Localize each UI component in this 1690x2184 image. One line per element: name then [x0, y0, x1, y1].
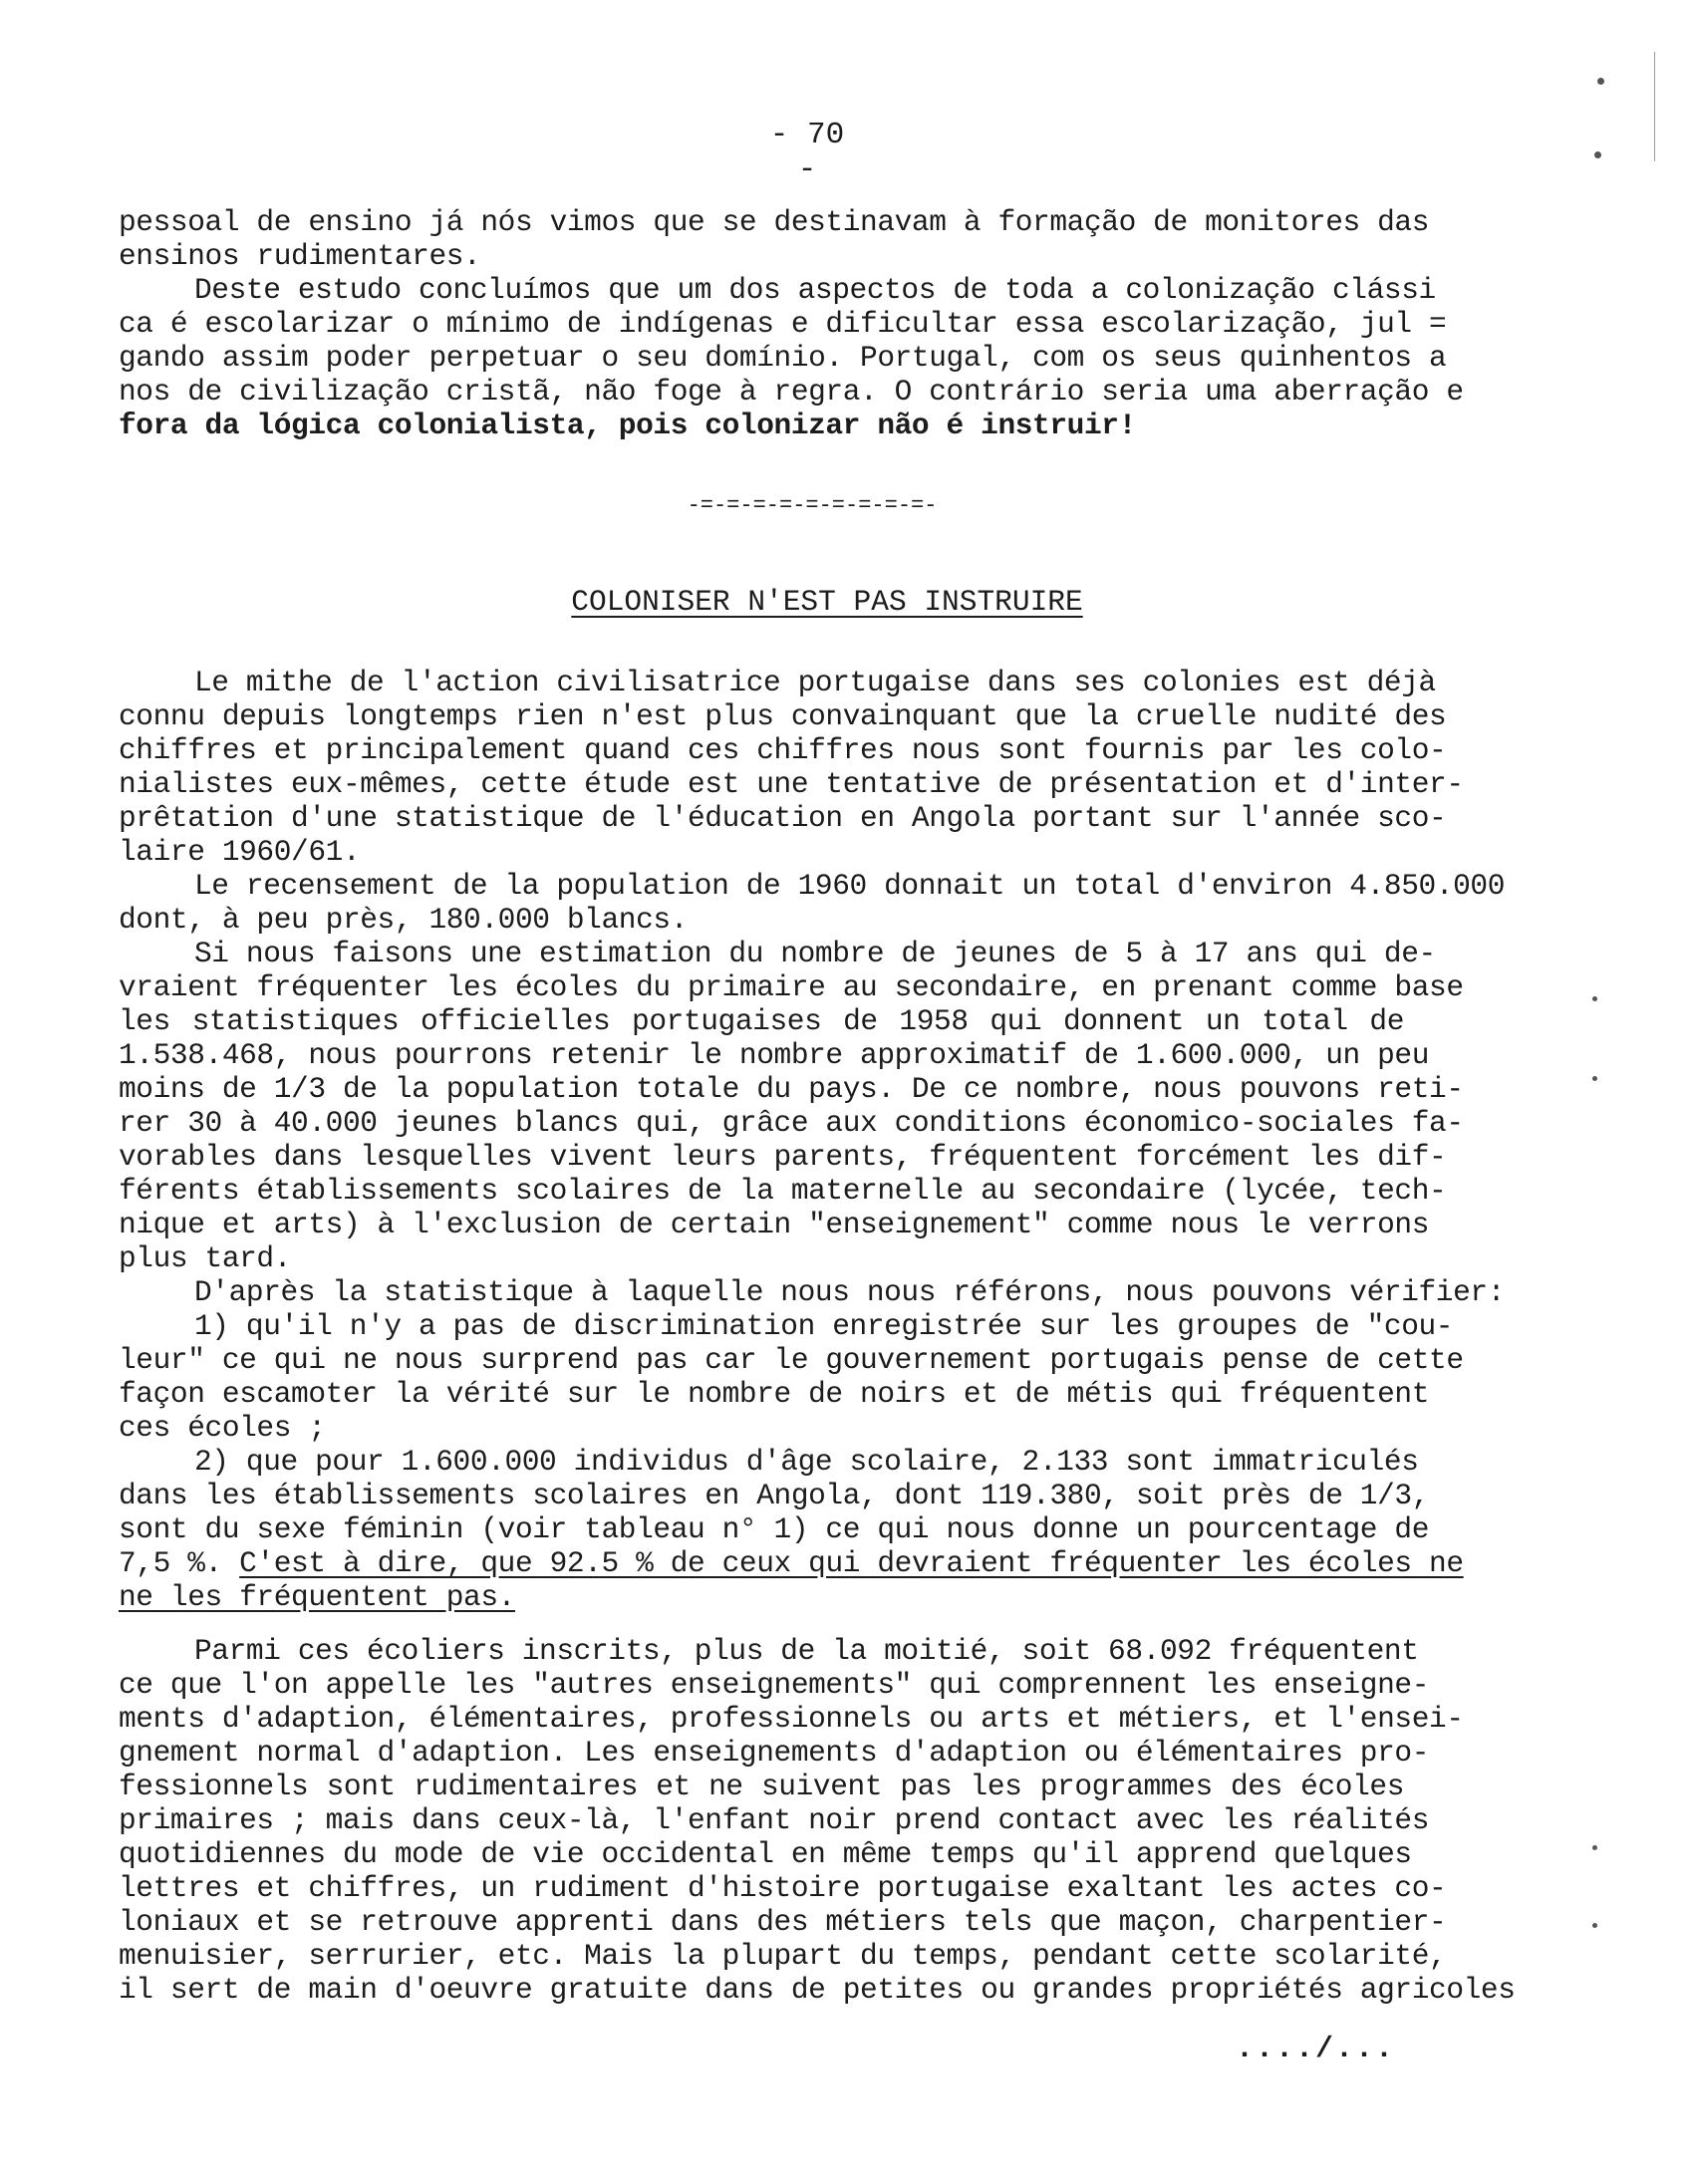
- text-line: 2) que pour 1.600.000 individus d'âge scolaire, 2.133 sont immatriculés: [194, 1445, 1419, 1479]
- text-line: 1) qu'il n'y a pas de discrimination enregistrée sur les groupes de "cou-: [194, 1309, 1454, 1343]
- text-line: vraient fréquenter les écoles du primaire au secondaire, en prenant comme base: [119, 970, 1464, 1004]
- text-line: Parmi ces écoliers inscrits, plus de la moitié, soit 68.092 fréquentent: [194, 1634, 1419, 1668]
- text-line: fora da lógica colonialista, pois colonizar não é instruir!: [119, 409, 1136, 442]
- text-line: chiffres et principalement quand ces chiffres nous sont fournis par les colo-: [119, 733, 1447, 767]
- margin-mark: [1592, 1076, 1597, 1081]
- text-line: gando assim poder perpetuar o seu domínio. Portugal, com os seus quinhentos a: [119, 341, 1447, 375]
- text-line: ne les fréquentent pas.: [119, 1580, 515, 1614]
- percentage-text: 7,5 %.: [119, 1546, 222, 1580]
- text-line: loniaux et se retrouve apprenti dans des métiers tels que maçon, charpentier-: [119, 1905, 1447, 1939]
- text-line: Deste estudo concluímos que um dos aspectos de toda a colonização clássi: [194, 273, 1436, 307]
- text-line: Le recensement de la population de 1960 donnait un total d'environ 4.850.000: [194, 869, 1506, 903]
- text-line: dont, à peu près, 180.000 blancs.: [119, 903, 688, 937]
- text-line: rer 30 à 40.000 jeunes blancs qui, grâce aux conditions économico-sociales fa-: [119, 1106, 1464, 1140]
- text-line: menuisier, serrurier, etc. Mais la plupart du temps, pendant cette scolarité,: [119, 1939, 1447, 1973]
- text-line-underlined: [119, 1546, 1464, 1580]
- margin-mark: [1592, 996, 1597, 1001]
- margin-mark: [1597, 78, 1604, 85]
- text-line: laire 1960/61.: [119, 835, 361, 869]
- text-line: moins de 1/3 de la population totale du pays. De ce nombre, nous pouvons reti-: [119, 1072, 1464, 1106]
- text-line: 1.538.468, nous pourrons retenir le nombre approximatif de 1.600.000, un peu: [119, 1038, 1430, 1072]
- text-line: façon escamoter la vérité sur le nombre de noirs et de métis qui fréquentent: [119, 1377, 1430, 1411]
- text-line: nique et arts) à l'exclusion de certain "enseignement" comme nous le verrons: [119, 1208, 1430, 1241]
- continuation-mark: ..../...: [1236, 2033, 1396, 2066]
- text-line: D'après la statistique à laquelle nous nous référons, nous pouvons vérifier:: [194, 1275, 1506, 1309]
- margin-mark: [1592, 1845, 1597, 1850]
- text-line: férents établissements scolaires de la maternelle au secondaire (lycée, tech-: [119, 1174, 1447, 1208]
- text-line: ments d'adaption, élémentaires, professionnels ou arts et métiers, et l'ensei-: [119, 1702, 1464, 1736]
- text-line: pessoal de ensino já nós vimos que se destinavam à formação de monitores das: [119, 205, 1430, 239]
- text-line: connu depuis longtemps rien n'est plus convainquant que la cruelle nudité des: [119, 699, 1447, 733]
- margin-rule: [1654, 52, 1655, 161]
- margin-mark: [1592, 1923, 1597, 1928]
- text-line: dans les établissements scolaires en Angola, dont 119.380, soit près de 1/3,: [119, 1479, 1430, 1512]
- text-line: sont du sexe féminin (voir tableau n° 1) ce qui nous donne un pourcentage de: [119, 1512, 1430, 1546]
- text-line: nos de civilização cristã, não foge à regra. O contrário seria uma aberração e: [119, 375, 1464, 409]
- text-line: lettres et chiffres, un rudiment d'histoire portugaise exaltant les actes co-: [119, 1871, 1447, 1905]
- text-line: ensinos rudimentares.: [119, 239, 481, 273]
- text-line: ces écoles ;: [119, 1411, 326, 1445]
- text-line: il sert de main d'oeuvre gratuite dans de petites ou grandes propriétés agricoles: [119, 1973, 1516, 2007]
- text-line: prêtation d'une statistique de l'éducation en Angola portant sur l'année sco-: [119, 801, 1447, 835]
- section-separator: -=-=-=-=-=-=-=-=-=-: [687, 493, 938, 518]
- text-line: plus tard.: [119, 1241, 292, 1275]
- text-line: quotidiennes du mode de vie occidental en même temps qu'il apprend quelques: [119, 1837, 1412, 1871]
- text-line: les statistiques officielles portugaises de 1958 qui donnent un total de: [119, 1004, 1404, 1038]
- text-line: gnement normal d'adaption. Les enseignements d'adaption ou élémentaires pro-: [119, 1736, 1430, 1770]
- section-heading: COLONISER N'EST PAS INSTRUIRE: [571, 585, 1083, 619]
- text-line: fessionnels sont rudimentaires et ne suivent pas les programmes des écoles: [119, 1770, 1404, 1803]
- text-line: ca é escolarizar o mínimo de indígenas e dificultar essa escolarização, jul =: [119, 307, 1447, 341]
- page-number: - 70 -: [769, 118, 845, 187]
- underlined-statement: C'est à dire, que 92.5 % de ceux qui devraient fréquenter les écoles ne: [239, 1546, 1464, 1580]
- text-line: nialistes eux-mêmes, cette étude est une tentative de présentation et d'inter-: [119, 767, 1464, 801]
- margin-mark: [1594, 151, 1601, 158]
- text-line: leur" ce qui ne nous surprend pas car le gouvernement portugais pense de cette: [119, 1343, 1464, 1377]
- text-line: primaires ; mais dans ceux-là, l'enfant noir prend contact avec les réalités: [119, 1803, 1430, 1837]
- text-line: Le mithe de l'action civilisatrice portugaise dans ses colonies est déjà: [194, 666, 1436, 699]
- text-line: ce que l'on appelle les "autres enseignements" qui comprennent les enseigne-: [119, 1668, 1430, 1702]
- text-line: vorables dans lesquelles vivent leurs parents, fréquentent forcément les dif-: [119, 1140, 1447, 1174]
- text-line: Si nous faisons une estimation du nombre de jeunes de 5 à 17 ans qui de-: [194, 937, 1436, 970]
